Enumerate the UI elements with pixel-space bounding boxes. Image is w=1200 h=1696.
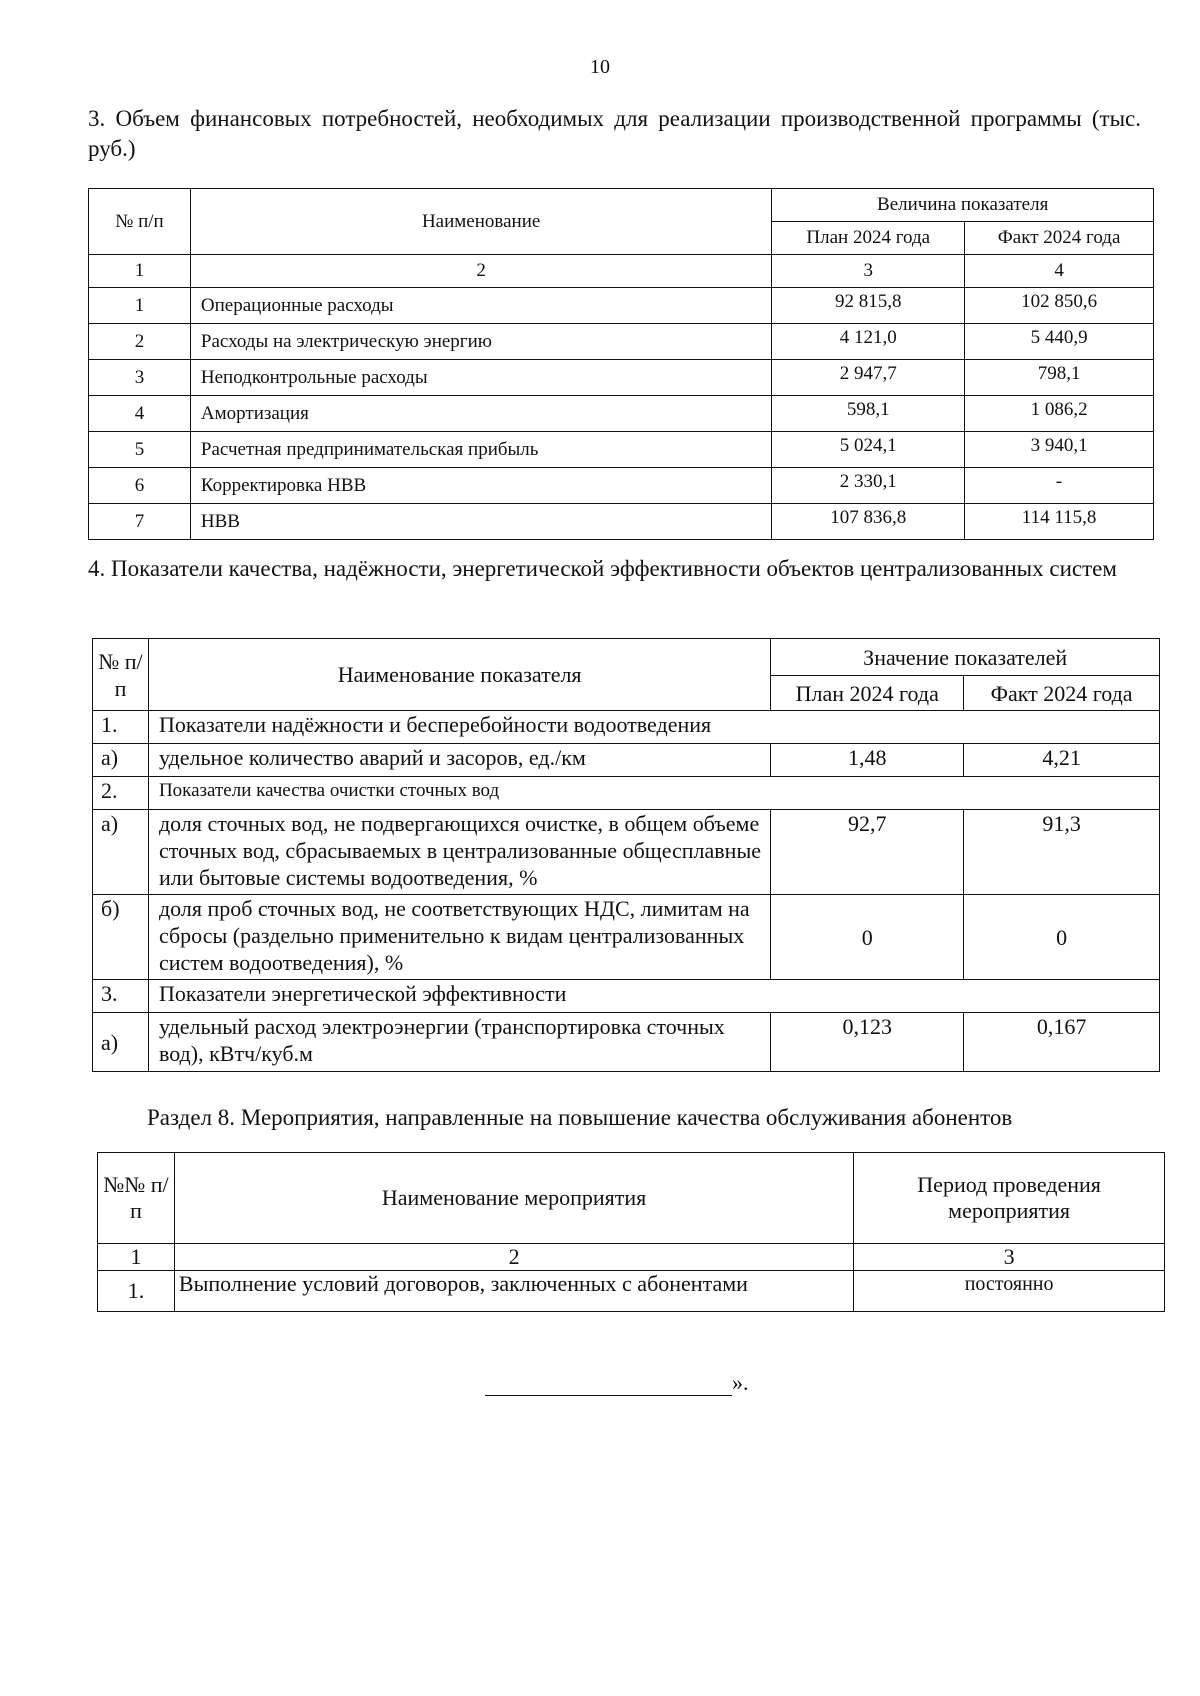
row-fact: 91,3 (964, 810, 1160, 895)
row-num: а) (93, 1013, 149, 1072)
index-cell: 1 (89, 255, 191, 288)
table-index-row (89, 255, 1154, 288)
row-name: Корректировка НВВ (190, 468, 771, 504)
row-name: Неподконтрольные расходы (190, 360, 771, 396)
row-num: 4 (89, 396, 191, 432)
row-name: удельное количество аварий и засоров, ед./км (148, 744, 770, 777)
row-plan: 1,48 (771, 744, 964, 777)
subscriber-measures-table (97, 1152, 1165, 1312)
row-plan: 4 121,0 (772, 324, 965, 360)
row-plan: 107 836,8 (772, 504, 965, 540)
closing-signature-line (485, 1370, 749, 1396)
row-name: Операционные расходы (190, 288, 771, 324)
col-fact-header: Факт 2024 года (964, 676, 1160, 711)
group-row (93, 980, 1160, 1013)
row-num: 1 (89, 288, 191, 324)
table-row (89, 396, 1154, 432)
table-row (93, 895, 1160, 980)
col-group-header: Значение показателей (771, 639, 1160, 676)
group-num: 2. (93, 777, 149, 810)
group-num: 3. (93, 980, 149, 1013)
group-row (93, 777, 1160, 810)
row-name: Амортизация (190, 396, 771, 432)
col-plan-header: План 2024 года (771, 676, 964, 711)
group-num: 1. (93, 711, 149, 744)
table-header-row (98, 1153, 1165, 1244)
table-row (89, 360, 1154, 396)
index-cell: 3 (854, 1244, 1165, 1271)
row-plan: 0,123 (771, 1013, 964, 1072)
section8-heading: Раздел 8. Мероприятия, направленные на повышение качества обслуживания абонентов (147, 1105, 1013, 1130)
row-num: б) (93, 895, 149, 980)
col-name-header: Наименование (190, 189, 771, 255)
row-fact: - (965, 468, 1154, 504)
col-name-header: Наименование мероприятия (174, 1153, 853, 1244)
row-plan: 5 024,1 (772, 432, 965, 468)
table-row (89, 432, 1154, 468)
row-plan: 598,1 (772, 396, 965, 432)
table-header-row (93, 639, 1160, 676)
index-cell: 4 (965, 255, 1154, 288)
col-num-header: № п/п (89, 189, 191, 255)
row-period: постоянно (854, 1271, 1165, 1312)
row-name: Выполнение условий договоров, заключенных с абонентами (174, 1271, 853, 1312)
row-name: удельный расход электроэнергии (транспортировка сточных вод), кВтч/куб.м (148, 1013, 770, 1072)
financial-needs-table (88, 188, 1154, 540)
row-num: 7 (89, 504, 191, 540)
row-name: доля сточных вод, не подвергающихся очистке, в общем объеме сточных вод, сбрасываемых в централизованные общесплавные или бытовые системы водоотведения, % (148, 810, 770, 895)
index-cell: 3 (772, 255, 965, 288)
table-row (93, 744, 1160, 777)
table-row (93, 810, 1160, 895)
col-period-header: Период проведения мероприятия (854, 1153, 1165, 1244)
table-row (89, 468, 1154, 504)
row-name: доля проб сточных вод, не соответствующих НДС, лимитам на сбросы (раздельно применительно к видам централизованных систем водоотведения), % (148, 895, 770, 980)
page-number: 10 (590, 56, 610, 78)
closing-quote: ». (732, 1370, 749, 1395)
quality-indicators-table (92, 638, 1160, 1072)
row-num: 6 (89, 468, 191, 504)
row-plan: 2 947,7 (772, 360, 965, 396)
col-num-header: № п/п (93, 639, 149, 711)
row-name: Расчетная предпринимательская прибыль (190, 432, 771, 468)
col-name-header: Наименование показателя (148, 639, 770, 711)
row-num: а) (93, 744, 149, 777)
table-header-row (89, 189, 1154, 222)
row-num: 2 (89, 324, 191, 360)
col-plan-header: План 2024 года (772, 222, 965, 255)
row-name: Расходы на электрическую энергию (190, 324, 771, 360)
row-plan: 0 (771, 895, 964, 980)
group-title: Показатели надёжности и бесперебойности водоотведения (148, 711, 1159, 744)
table-row (98, 1271, 1165, 1312)
col-fact-header: Факт 2024 года (965, 222, 1154, 255)
row-fact: 102 850,6 (965, 288, 1154, 324)
index-cell: 2 (190, 255, 771, 288)
group-title: Показатели качества очистки сточных вод (148, 777, 1159, 810)
row-fact: 1 086,2 (965, 396, 1154, 432)
row-num: а) (93, 810, 149, 895)
row-plan: 92,7 (771, 810, 964, 895)
section3-heading: 3. Объем финансовых потребностей, необходимых для реализации производственной программы (тыс. руб.) (88, 106, 1141, 161)
col-num-header: №№ п/п (98, 1153, 175, 1244)
table-row (89, 324, 1154, 360)
row-fact: 114 115,8 (965, 504, 1154, 540)
row-fact: 5 440,9 (965, 324, 1154, 360)
row-num: 3 (89, 360, 191, 396)
row-name: НВВ (190, 504, 771, 540)
row-fact: 3 940,1 (965, 432, 1154, 468)
table-row (93, 1013, 1160, 1072)
table-index-row (98, 1244, 1165, 1271)
row-fact: 4,21 (964, 744, 1160, 777)
index-cell: 2 (174, 1244, 853, 1271)
group-row (93, 711, 1160, 744)
row-plan: 92 815,8 (772, 288, 965, 324)
signature-underline (485, 1373, 732, 1396)
row-plan: 2 330,1 (772, 468, 965, 504)
row-fact: 0,167 (964, 1013, 1160, 1072)
row-num: 5 (89, 432, 191, 468)
table-row (89, 288, 1154, 324)
row-num: 1. (98, 1271, 175, 1312)
section4-heading: 4. Показатели качества, надёжности, энергетической эффективности объектов централизованных систем (88, 556, 1117, 581)
row-fact: 798,1 (965, 360, 1154, 396)
col-group-header: Величина показателя (772, 189, 1154, 222)
index-cell: 1 (98, 1244, 175, 1271)
group-title: Показатели энергетической эффективности (148, 980, 1159, 1013)
table-row (89, 504, 1154, 540)
row-fact: 0 (964, 895, 1160, 980)
